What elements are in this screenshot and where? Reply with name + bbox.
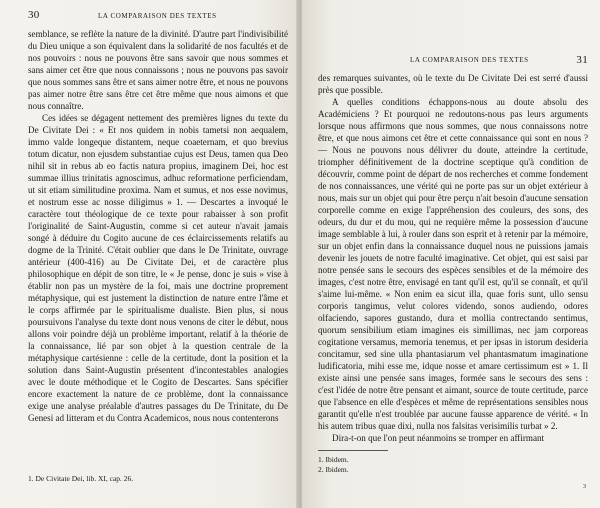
left-page-header xyxy=(28,6,288,28)
left-page-number: 30 xyxy=(28,9,40,21)
right-page-header xyxy=(318,6,588,66)
right-footnote-1: 1. Ibidem. xyxy=(318,455,349,464)
left-page-body xyxy=(28,28,288,424)
right-page-body xyxy=(318,72,588,444)
right-paragraph-3: Dira-t-on que l'on peut néanmoins se tromper en affirmant xyxy=(332,433,545,443)
right-footnotes xyxy=(318,440,588,475)
right-paragraph-2: A quelles conditions échappons-nous au doute absolu des Académiciens ? Et pourquoi ne redoutons-nous pas leurs arguments lorsque nous affirmons que nous sommes, que nous connaissons notre être, et que nous aimons cet être et cette connaissance qui sont en nous ? — Nous ne pouvons nous délivrer du doute, atteindre la certitude, triompher définitivement de la doctrine sceptique qu'à condition de découvrir, comme point de départ de nos recherches et comme fondement de nos connaissances, une vérité qui ne porte pas sur un objet extérieur à nous, mais sur un objet qui pour être perçu n'ait besoin d'aucune sensation corporelle comme en exige l'appréhension des couleurs, des sons, des odeurs, du dur et du mou, qui ne requière même la possession d'aucune image semblable à lui, à rouler dans son esprit et à retenir par la mémoire, sur un objet enfin dans la connaissance duquel nous ne puissions jamais devenir les jouets de notre faculté imaginative. Cet objet, qui est saisi par notre pensée sans le secours des espèces sensibles et de la mémoire des images, c'est notre être, envisagé en tant qu'il est, qu'il se connaît, et qu'il s'aime lui-même. « Non enim ea sicut illa, quae foris sunt, ullo sensu corporis tangimus, velut colores videndo, sonos audiendo, odores olfaciendo, sapores gustando, dura et mollia contrectando sentimus, quorum sensibilium etiam imagines eis simillimas, nec jam corporeas cogitatione versamus, memoria tenemus, et per ipsas in istorum desideria concitamur, sed sine ulla phantasiarum vel phantasmatum imaginatione ludificatoria, mihi esse me, idque nosse et amare certissimum est » 1. Il existe ainsi une pensée sans images, formée sans le secours des sens : c'est l'idée de notre être pensant et aimant, source de toute certitude, parce que l'absence en elle d'espèces et même de représentations sensibles nous garantit qu'elle n'est troublée par aucune fausse apparence de vérité. « In his autem tribus quae dixi, nulla nos falsitas verisimilis turbat » 2. xyxy=(318,97,588,431)
right-running-head: LA COMPARAISON DES TEXTES xyxy=(410,56,529,64)
footnote-rule xyxy=(318,450,388,451)
right-page xyxy=(302,0,600,508)
left-footnote-1: 1. De Civitate Dei, lib. XI, cap. 26. xyxy=(28,474,134,483)
right-footnote-2: 2. Ibidem. xyxy=(318,465,349,474)
left-paragraph-1: semblance, se reflète la nature de la divinité. D'autre part l'indivisibilité du Dieu unique a son équivalent dans la solidarité de nos facultés et de nos pouvoirs : nous ne pouvons être sans savoir que nous sommes et sans aimer cet être que nous connaissons ; nous ne pouvons pas savoir que nous sommes sans être et sans aimer notre être, et nous ne pouvons pas aimer notre être sans être cet être même que nous aimons et que nous connaître. xyxy=(28,29,288,111)
left-running-head: LA COMPARAISON DES TEXTES xyxy=(98,12,217,20)
right-paragraph-1: des remarques suivantes, où le texte du De Civitate Dei est serré d'aussi près que possible. xyxy=(318,73,588,95)
signature-mark: 3 xyxy=(583,484,586,490)
left-paragraph-2: Ces idées se dégagent nettement des premières lignes du texte du De Civitate Dei : « Et nos quidem in nobis tametsi non aequalem, immo valde longeque distantem, neque coaeternam, et quo brevius totum dicatur, non ejusdem substantiae cujus est Deus, tamen qua Deo nihil sit in rebus ab eo factis natura propius, imaginem Dei, hoc est summae illius trinitatis agnoscimus, adhuc reformatione perficiendam, ut sit etiam similitudine proxima. Nam et sumus, et nos esse novimus, et nostrum esse ac nosse diligimus » 1. — Descartes a invoqué le caractère tout théologique de ce texte pour rabaisser à son profit l'originalité de Saint-Augustin, comme si cet auteur n'avait jamais songé à déduire du Cogito aucune de ces éclaircissements relatifs au dogme de la Trinité. C'était oublier que dans le De Trinitate, ouvrage antérieur (400-416) au De Civitate Dei, et de caractère plus philosophique en dépit de son titre, le « Je pense, donc je suis » vise à établir non pas un mystère de la foi, mais une doctrine proprement métaphysique, qui est justement la distinction de nature entre l'âme et le corps affirmée par le spiritualisme dualiste. Bien plus, si nous poursuivons l'analyse du texte dont nous venons de citer le début, nous allons voir poindre déjà un problème important, relatif à la théorie de la connaissance, lié par son objet à la question centrale de la métaphysique cartésienne : celle de la certitude, dont la position et la solution dans Saint-Augustin présentent d'incontestables analogies avec le doute méthodique et le Cogito de Descartes. Sans spécifier encore exactement la nature de ce problème, dont la connaissance exige une analyse préalable d'autres passages du De Trinitate, du De Genesi ad litteram et du Contra Academicos, nous nous contenterons xyxy=(28,113,288,423)
left-footnotes xyxy=(28,474,286,484)
right-page-number: 31 xyxy=(576,54,588,66)
left-page xyxy=(0,0,298,508)
